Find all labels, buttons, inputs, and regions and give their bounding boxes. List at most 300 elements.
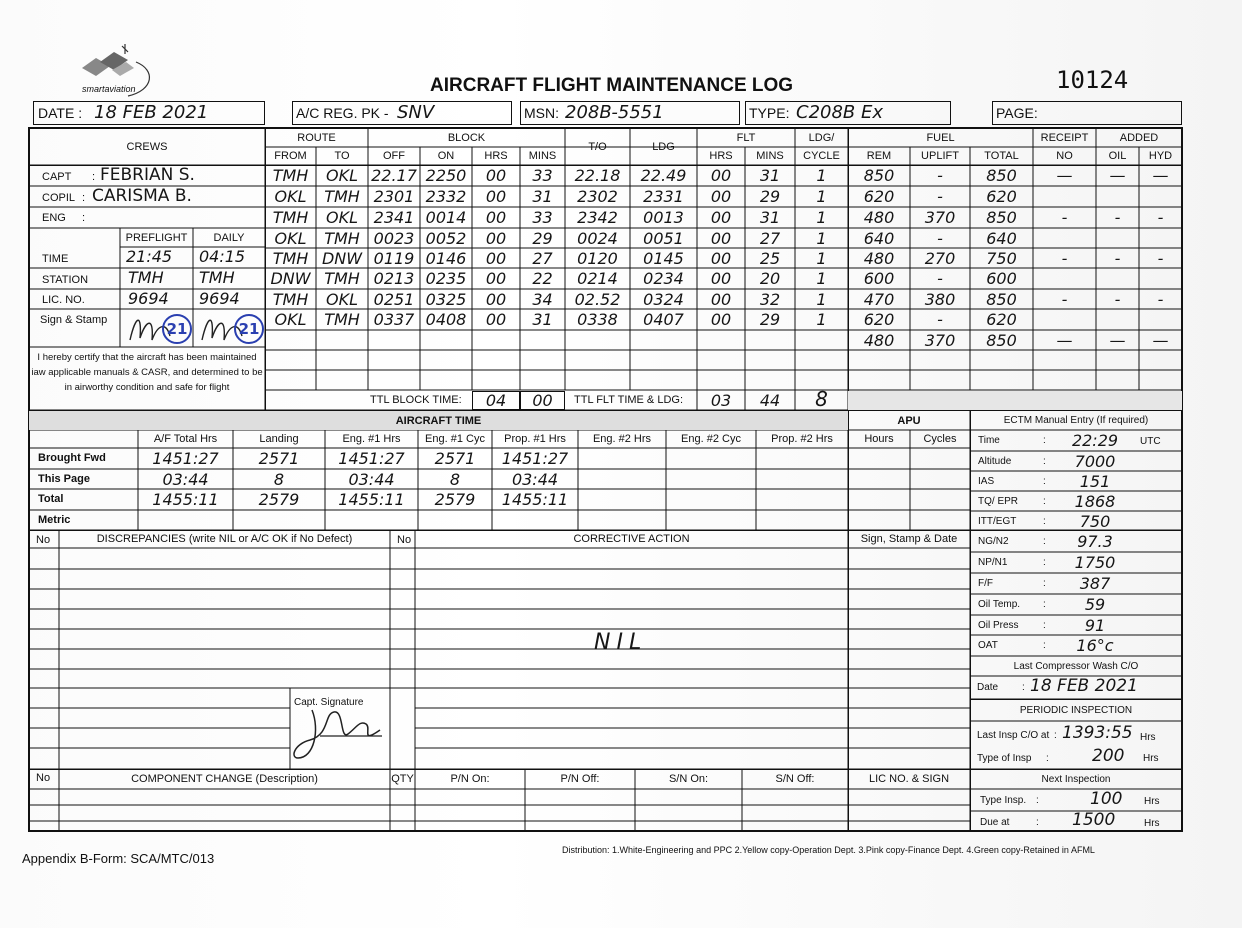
flight-cell-mins[interactable] — [520, 330, 565, 350]
flight-cell-tot[interactable]: 640 — [986, 228, 1017, 248]
ttl-flt-mins[interactable]: 44 — [759, 390, 781, 410]
discrepancies-header: DISCREPANCIES (write NIL or A/C OK if No Defect) — [96, 533, 353, 545]
flight-cell-fh[interactable]: 00 — [710, 269, 732, 288]
component-no-header: No — [36, 772, 51, 784]
station-label: STATION — [42, 274, 89, 286]
aircraft-time-title: AIRCRAFT TIME — [395, 414, 482, 427]
flight-cell-fm[interactable]: 31 — [759, 166, 781, 185]
type-value[interactable]: C208B Ex — [796, 102, 884, 123]
form-title: AIRCRAFT FLIGHT MAINTENANCE LOG — [430, 75, 794, 96]
subheader-from: FROM — [274, 150, 307, 162]
lic-sign-header: LIC NO. & SIGN — [868, 773, 950, 785]
flight-cell-to-t[interactable]: 0024 — [577, 228, 618, 248]
preflight-header: PREFLIGHT — [125, 231, 188, 244]
flight-cell-rem[interactable]: 600 — [863, 269, 895, 288]
flight-cell-hyd[interactable]: — — [1152, 330, 1169, 350]
ectm-colon: : — [1043, 620, 1046, 631]
flight-cell-cyc[interactable]: 1 — [816, 310, 827, 329]
flight-cell-fh[interactable]: 00 — [710, 208, 732, 227]
due-label: Due at — [980, 817, 1010, 828]
flight-cell-oil[interactable]: - — [1114, 289, 1121, 309]
type-insp-label: Type of Insp — [977, 753, 1032, 764]
ttl-block-hrs[interactable]: 04 — [485, 390, 507, 410]
flight-cell-cyc[interactable]: 1 — [816, 208, 827, 227]
flight-cell-oil[interactable]: - — [1114, 248, 1121, 268]
daily-header: DAILY — [213, 231, 245, 244]
flight-cell-fh[interactable]: 00 — [710, 289, 732, 309]
wash-date-label: Date — [977, 682, 999, 693]
aircraft-time-col-header: Eng. #1 Cyc — [425, 433, 485, 445]
flight-cell-upl[interactable]: 380 — [924, 289, 956, 309]
flight-cell-from[interactable]: TMH — [272, 208, 309, 227]
ectm-colon: : — [1043, 536, 1046, 547]
flight-cell-mins[interactable]: 29 — [532, 228, 553, 248]
ldg-header: LDG — [652, 140, 675, 153]
flight-cell-from[interactable]: OKL — [274, 228, 307, 248]
aircraft-time-value[interactable]: 1451:27 — [338, 449, 405, 468]
aircraft-time-value[interactable]: 2571 — [258, 449, 300, 468]
ectm-colon: : — [1043, 435, 1046, 446]
flight-cell-ldg[interactable]: 0407 — [643, 310, 684, 329]
ectm-value[interactable]: 22:29 — [1071, 431, 1119, 450]
ectm-value[interactable]: 91 — [1084, 616, 1106, 635]
subheader-uplift: UPLIFT — [921, 150, 959, 162]
crews-header: CREWS — [126, 140, 168, 153]
component-change-header: COMPONENT CHANGE (Description) — [131, 773, 318, 785]
aircraft-time-value[interactable]: 1455:11 — [338, 490, 405, 509]
ectm-label: OAT — [978, 640, 998, 651]
ldg-cycle-header-2: CYCLE — [803, 150, 840, 162]
ectm-value[interactable]: 750 — [1079, 512, 1111, 531]
flight-cell-to[interactable]: OKL — [326, 166, 358, 185]
ectm-value[interactable]: 151 — [1079, 472, 1111, 491]
ectm-colon: : — [1043, 640, 1046, 651]
flight-cell-to[interactable] — [316, 330, 368, 350]
ectm-label: NP/N1 — [978, 557, 1008, 568]
wash-date-value[interactable]: 18 FEB 2021 — [1030, 676, 1138, 696]
flight-cell-hrs[interactable]: 00 — [485, 228, 507, 248]
corrective-no-header: No — [397, 534, 412, 546]
flight-cell-to[interactable]: TMH — [324, 187, 360, 206]
flight-cell-rem[interactable]: 850 — [863, 166, 895, 185]
flight-cell-to-t[interactable]: 22.18 — [574, 166, 621, 185]
flight-cell-tot[interactable]: 850 — [986, 208, 1017, 227]
msn-label: MSN: — [524, 105, 559, 121]
subheader-off: OFF — [383, 150, 405, 162]
flight-cell-on[interactable]: 0408 — [425, 310, 467, 329]
ectm-colon: : — [1043, 476, 1046, 487]
flight-cell-mins[interactable]: 27 — [532, 248, 553, 268]
due-unit: Hrs — [1144, 818, 1160, 829]
flight-cell-off[interactable]: 22.17 — [371, 166, 417, 185]
ectm-value[interactable]: 387 — [1079, 574, 1111, 593]
flight-cell-hrs[interactable]: 00 — [485, 310, 507, 329]
sn-on-header: S/N On: — [668, 773, 709, 785]
flight-cell-fm[interactable]: 27 — [759, 228, 781, 248]
flight-cell-fh[interactable]: 00 — [710, 310, 732, 329]
ectm-value[interactable]: 97.3 — [1077, 532, 1113, 551]
flight-cell-oil[interactable] — [1096, 309, 1139, 330]
aircraft-time-value[interactable]: 8 — [273, 470, 285, 489]
route-header: ROUTE — [297, 131, 336, 144]
flight-cell-to[interactable]: OKL — [326, 289, 358, 309]
flight-cell-oil[interactable]: — — [1109, 166, 1126, 185]
aircraft-time-value[interactable]: 8 — [449, 470, 461, 489]
flight-cell-off[interactable]: 0213 — [373, 269, 415, 288]
type-label: TYPE: — [749, 105, 790, 121]
flight-cell-hrs[interactable]: 00 — [485, 269, 507, 288]
flight-cell-rno[interactable]: — — [1056, 330, 1073, 350]
flight-cell-off[interactable]: 2301 — [373, 187, 415, 206]
flight-cell-off[interactable]: 0251 — [373, 289, 415, 309]
ectm-label: F/F — [978, 578, 993, 589]
flight-cell-ldg[interactable]: 0051 — [643, 228, 684, 248]
subheader-total: TOTAL — [984, 150, 1019, 162]
flight-cell-upl[interactable]: - — [937, 166, 943, 185]
flight-cell-hyd[interactable] — [1139, 268, 1182, 289]
flight-cell-hrs[interactable]: 00 — [485, 208, 507, 227]
flight-cell-hyd[interactable]: - — [1157, 248, 1164, 268]
flight-cell-from[interactable]: DNW — [270, 269, 311, 288]
aircraft-time-value[interactable]: 2579 — [434, 490, 476, 509]
flight-cell-on[interactable]: 0014 — [425, 208, 467, 227]
flight-cell-mins[interactable]: 33 — [532, 166, 553, 185]
flight-cell-hrs[interactable]: 00 — [485, 248, 507, 268]
flight-cell-upl[interactable]: - — [937, 269, 943, 288]
flight-cell-rno[interactable]: — — [1056, 166, 1073, 185]
aircraft-time-value[interactable]: 03:44 — [511, 470, 559, 489]
flight-cell-hyd[interactable] — [1139, 309, 1182, 330]
flight-cell-to[interactable]: OKL — [326, 208, 358, 227]
flight-cell-ldg[interactable]: 0324 — [643, 289, 684, 309]
flight-cell-upl[interactable]: 370 — [924, 208, 956, 227]
flight-cell-rem[interactable]: 620 — [863, 187, 895, 206]
flight-cell-fm[interactable]: 29 — [759, 187, 781, 206]
ectm-colon: : — [1043, 496, 1046, 507]
next-type-value[interactable]: 100 — [1090, 789, 1123, 809]
next-inspection-title: Next Inspection — [1041, 774, 1111, 785]
flight-cell-from[interactable]: TMH — [272, 289, 309, 309]
flight-cell-rem[interactable]: 480 — [863, 248, 895, 268]
acreg-value[interactable]: SNV — [397, 102, 435, 123]
flight-cell-to[interactable]: TMH — [324, 228, 360, 248]
log-number: 10124 — [1056, 66, 1129, 94]
flight-cell-tot[interactable]: 620 — [986, 310, 1017, 329]
ectm-label: IAS — [978, 476, 995, 487]
flight-cell-cyc[interactable]: 1 — [816, 228, 827, 248]
aircraft-time-value[interactable]: 03:44 — [348, 470, 395, 489]
flight-cell-rno[interactable] — [1033, 186, 1096, 207]
ectm-colon: : — [1043, 578, 1046, 589]
station-preflight[interactable]: TMH — [128, 268, 164, 287]
flight-cell-hyd[interactable]: - — [1157, 289, 1164, 309]
flight-cell-ldg[interactable]: 0013 — [643, 208, 684, 227]
subheader-mins: MINS — [528, 150, 557, 162]
logo-text: smartaviation — [82, 84, 136, 94]
flight-cell-to[interactable]: TMH — [324, 310, 360, 329]
totals-shaded-area — [848, 391, 1182, 410]
ttl-ldg[interactable]: 8 — [815, 388, 828, 410]
flight-cell-fm[interactable]: 29 — [759, 310, 781, 329]
copil-name[interactable]: CARISMA B. — [92, 186, 192, 206]
flight-cell-cyc[interactable]: 1 — [816, 166, 827, 185]
flight-cell-oil[interactable]: - — [1114, 208, 1121, 227]
daily-stamp-number: 21 — [238, 320, 260, 338]
apu-cycles-header: Cycles — [923, 433, 957, 445]
flight-cell-rem[interactable]: 470 — [863, 289, 895, 309]
flight-cell-to-t[interactable]: 0214 — [577, 269, 618, 288]
ectm-label: Altitude — [978, 456, 1012, 467]
ectm-colon: : — [1043, 456, 1046, 467]
flight-cell-rno[interactable] — [1033, 228, 1096, 248]
aircraft-time-col-header: Prop. #1 Hrs — [504, 433, 566, 445]
flight-cell-from[interactable]: OKL — [274, 187, 307, 206]
ttl-block-label: TTL BLOCK TIME: — [370, 394, 462, 406]
flight-cell-from[interactable]: OKL — [274, 310, 307, 329]
aircraft-time-row-label: Brought Fwd — [38, 452, 106, 464]
ectm-value[interactable]: 59 — [1084, 595, 1106, 614]
aircraft-time-value[interactable]: 1455:11 — [501, 490, 569, 509]
lic-daily[interactable]: 9694 — [199, 289, 240, 308]
time-label: TIME — [42, 253, 69, 265]
flight-cell-to-t[interactable] — [565, 330, 630, 350]
flight-cell-oil[interactable] — [1096, 268, 1139, 289]
flight-cell-on[interactable] — [420, 330, 472, 350]
preflight-stamp-icon — [162, 314, 192, 344]
flight-cell-rno[interactable] — [1033, 309, 1096, 330]
flight-cell-off[interactable]: 0337 — [373, 310, 415, 329]
flight-cell-from[interactable]: TMH — [272, 166, 309, 185]
aircraft-time-value[interactable]: 1455:11 — [152, 490, 219, 509]
flight-cell-fh[interactable] — [697, 330, 745, 350]
station-daily[interactable]: TMH — [199, 268, 235, 287]
aircraft-time-row-label: Metric — [38, 514, 71, 526]
flight-cell-cyc[interactable]: 1 — [816, 269, 827, 288]
aircraft-time-col-header: Eng. #1 Hrs — [342, 433, 401, 445]
qty-header: QTY — [391, 773, 414, 785]
flight-cell-fm[interactable] — [745, 330, 795, 350]
distribution-note: Distribution: 1.White-Engineering and PPC 2.Yellow copy-Operation Dept. 3.Pink copy-Finance Dept. 4.Green copy-Retained in AFML — [562, 845, 1095, 855]
ttl-flt-hrs[interactable]: 03 — [710, 390, 732, 410]
receipt-header: RECEIPT — [1040, 131, 1089, 144]
ectm-value[interactable]: 1868 — [1074, 492, 1116, 511]
apu-title: APU — [897, 414, 921, 427]
preflight-stamp-number: 21 — [166, 320, 188, 338]
flight-cell-cyc[interactable] — [795, 330, 848, 350]
flight-cell-ldg[interactable]: 22.49 — [640, 166, 687, 185]
flight-cell-hrs[interactable] — [472, 330, 520, 350]
aircraft-time-value[interactable]: 2571 — [434, 449, 476, 468]
ttl-block-mins[interactable]: 00 — [532, 390, 553, 410]
flight-cell-tot[interactable]: 850 — [986, 330, 1017, 350]
flight-cell-to-t[interactable]: 0120 — [577, 248, 618, 268]
certify-statement: I hereby certify that the aircraft has been maintained iaw applicable manuals & CASR, and determined to be in airworthy condition and safe for flight — [31, 352, 263, 393]
flight-cell-hyd[interactable] — [1139, 228, 1182, 248]
flight-cell-fm[interactable]: 20 — [759, 269, 781, 288]
flight-cell-hyd[interactable]: - — [1157, 208, 1164, 227]
flight-cell-fm[interactable]: 31 — [759, 208, 781, 227]
aircraft-time-col-header: Prop. #2 Hrs — [771, 433, 833, 445]
flight-cell-on[interactable]: 0325 — [425, 289, 467, 309]
date-label: DATE : — [38, 105, 83, 121]
flight-cell-hrs[interactable]: 00 — [485, 289, 507, 309]
next-type-unit: Hrs — [1144, 796, 1160, 807]
aircraft-time-value[interactable]: 2579 — [258, 490, 300, 509]
flight-cell-fm[interactable]: 32 — [759, 289, 781, 309]
flight-cell-hrs[interactable]: 00 — [485, 166, 507, 185]
flight-cell-off[interactable]: 2341 — [373, 208, 415, 227]
flight-cell-rno[interactable]: - — [1061, 208, 1068, 227]
flight-cell-fh[interactable]: 00 — [710, 166, 732, 185]
flight-cell-off[interactable]: 0119 — [373, 248, 415, 268]
flight-cell-cyc[interactable]: 1 — [816, 187, 827, 206]
flight-cell-fh[interactable]: 00 — [710, 228, 732, 248]
fuel-header: FUEL — [926, 131, 955, 144]
flight-cell-tot[interactable]: 750 — [986, 248, 1017, 268]
ectm-label: Time — [978, 435, 1000, 446]
flight-cell-to-t[interactable]: 2302 — [577, 187, 618, 206]
flight-cell-tot[interactable]: 850 — [986, 166, 1017, 185]
flight-cell-on[interactable]: 0146 — [425, 248, 467, 268]
flight-cell-mins[interactable]: 33 — [532, 208, 553, 227]
flight-cell-upl[interactable]: - — [937, 310, 943, 329]
discrepancy-no-header: No — [36, 534, 51, 546]
subheader-flt-mins: MINS — [756, 150, 784, 162]
flight-cell-mins[interactable]: 22 — [532, 269, 553, 288]
subheader-to: TO — [334, 150, 350, 162]
time-daily[interactable]: 04:15 — [199, 247, 246, 266]
subheader-hrs: HRS — [484, 150, 508, 162]
aircraft-time-value[interactable]: 1451:27 — [501, 449, 569, 468]
last-insp-value[interactable]: 1393:55 — [1062, 723, 1133, 743]
flight-cell-from[interactable] — [265, 330, 316, 350]
flight-cell-oil[interactable]: — — [1109, 330, 1126, 350]
subheader-rem: REM — [866, 150, 892, 162]
flight-cell-tot[interactable]: 620 — [986, 187, 1017, 206]
ttl-flt-label: TTL FLT TIME & LDG: — [574, 394, 684, 406]
aircraft-time-row-label: This Page — [38, 473, 90, 485]
flight-cell-hyd[interactable]: — — [1152, 166, 1169, 185]
flight-cell-upl[interactable]: - — [937, 228, 943, 248]
ectm-colon: : — [1043, 557, 1046, 568]
eng-label: ENG — [42, 212, 66, 224]
flight-cell-mins[interactable]: 34 — [532, 289, 553, 309]
ectm-label: Oil Temp. — [978, 599, 1021, 610]
sign-stamp-label: Sign & Stamp — [40, 314, 108, 326]
copil-label: COPIL — [42, 192, 76, 204]
flight-cell-rem[interactable]: 640 — [863, 228, 895, 248]
flight-cell-from[interactable]: TMH — [272, 248, 309, 268]
sign-stamp-date-header: Sign, Stamp & Date — [860, 533, 958, 545]
added-header: ADDED — [1119, 131, 1159, 144]
to-header: T/O — [588, 140, 607, 153]
last-insp-unit: Hrs — [1140, 732, 1156, 743]
next-type-label: Type Insp. — [980, 795, 1027, 806]
acreg-label: A/C REG. PK - — [296, 105, 389, 121]
flight-cell-cyc[interactable]: 1 — [816, 248, 827, 268]
flight-cell-on[interactable]: 0052 — [425, 228, 467, 248]
capt-label: CAPT — [42, 171, 72, 183]
ectm-label: Oil Press — [978, 620, 1019, 631]
flight-cell-rem[interactable]: 480 — [863, 208, 895, 227]
block-header: BLOCK — [447, 131, 486, 144]
flight-cell-rem[interactable]: 480 — [863, 330, 895, 350]
flight-cell-mins[interactable]: 31 — [532, 187, 553, 206]
flight-cell-to-t[interactable]: 2342 — [577, 208, 618, 227]
flight-cell-on[interactable]: 0235 — [425, 269, 467, 288]
flight-cell-upl[interactable]: 270 — [924, 248, 956, 268]
capt-name[interactable]: FEBRIAN S. — [100, 165, 195, 185]
aircraft-time-value[interactable]: 03:44 — [162, 470, 209, 489]
ectm-value[interactable]: 7000 — [1074, 452, 1116, 471]
flight-cell-off[interactable] — [368, 330, 420, 350]
flight-cell-fm[interactable]: 25 — [759, 248, 781, 268]
ldg-cycle-header-1: LDG/ — [808, 131, 835, 144]
flight-cell-mins[interactable]: 31 — [532, 310, 553, 329]
corrective-action-header: CORRECTIVE ACTION — [573, 533, 690, 545]
flight-cell-tot[interactable]: 600 — [986, 269, 1017, 288]
ectm-label: ITT/EGT — [978, 516, 1017, 527]
time-preflight[interactable]: 21:45 — [126, 247, 173, 266]
flight-cell-rem[interactable]: 620 — [863, 310, 895, 329]
flight-cell-to-t[interactable]: 0338 — [577, 310, 618, 329]
flight-cell-tot[interactable]: 850 — [986, 289, 1017, 309]
ectm-colon: : — [1043, 599, 1046, 610]
flight-cell-to-t[interactable]: 02.52 — [574, 289, 621, 309]
flight-cell-to[interactable]: TMH — [324, 269, 360, 288]
flt-header: FLT — [736, 131, 756, 144]
type-insp-unit: Hrs — [1143, 753, 1159, 764]
due-value[interactable]: 1500 — [1072, 810, 1116, 830]
corrective-action-nil[interactable]: NIL — [594, 630, 648, 655]
type-insp-value[interactable]: 200 — [1092, 746, 1125, 766]
flight-cell-rno[interactable]: - — [1061, 248, 1068, 268]
flight-cell-rno[interactable]: - — [1061, 289, 1068, 309]
ectm-label: NG/N2 — [978, 536, 1009, 547]
aircraft-time-value[interactable]: 1451:27 — [152, 449, 219, 468]
flight-cell-fh[interactable]: 00 — [710, 187, 732, 206]
flight-cell-upl[interactable]: 370 — [924, 330, 956, 350]
flight-cell-ldg[interactable]: 2331 — [643, 187, 684, 206]
capt-signature-label: Capt. Signature — [294, 697, 364, 708]
apu-hours-header: Hours — [864, 433, 894, 445]
flight-cell-ldg[interactable]: 0145 — [643, 248, 684, 268]
flight-cell-to[interactable]: DNW — [321, 248, 363, 268]
flight-cell-fh[interactable]: 00 — [710, 248, 732, 268]
flight-cell-ldg[interactable] — [630, 330, 697, 350]
subheader-flt-hrs: HRS — [709, 150, 733, 162]
flight-cell-on[interactable]: 2332 — [425, 187, 467, 206]
flight-cell-on[interactable]: 2250 — [425, 166, 467, 185]
ectm-value[interactable]: 16°c — [1076, 636, 1114, 655]
flight-cell-ldg[interactable]: 0234 — [643, 269, 684, 288]
flight-cell-upl[interactable]: - — [937, 187, 943, 206]
flight-cell-hyd[interactable] — [1139, 186, 1182, 207]
aircraft-time-col-header: Eng. #2 Cyc — [681, 433, 741, 445]
flight-cell-off[interactable]: 0023 — [373, 228, 415, 248]
date-value[interactable]: 18 FEB 2021 — [94, 102, 209, 123]
msn-value[interactable]: 208B-5551 — [565, 102, 664, 123]
sn-off-header: S/N Off: — [775, 773, 815, 785]
ectm-value[interactable]: 1750 — [1074, 553, 1116, 572]
lic-preflight[interactable]: 9694 — [128, 289, 169, 308]
flight-cell-oil[interactable] — [1096, 186, 1139, 207]
flight-cell-oil[interactable] — [1096, 228, 1139, 248]
flight-cell-rno[interactable] — [1033, 268, 1096, 289]
flight-cell-hrs[interactable]: 00 — [485, 187, 507, 206]
periodic-inspection-title: PERIODIC INSPECTION — [1019, 705, 1133, 716]
flight-cell-cyc[interactable]: 1 — [816, 289, 827, 309]
